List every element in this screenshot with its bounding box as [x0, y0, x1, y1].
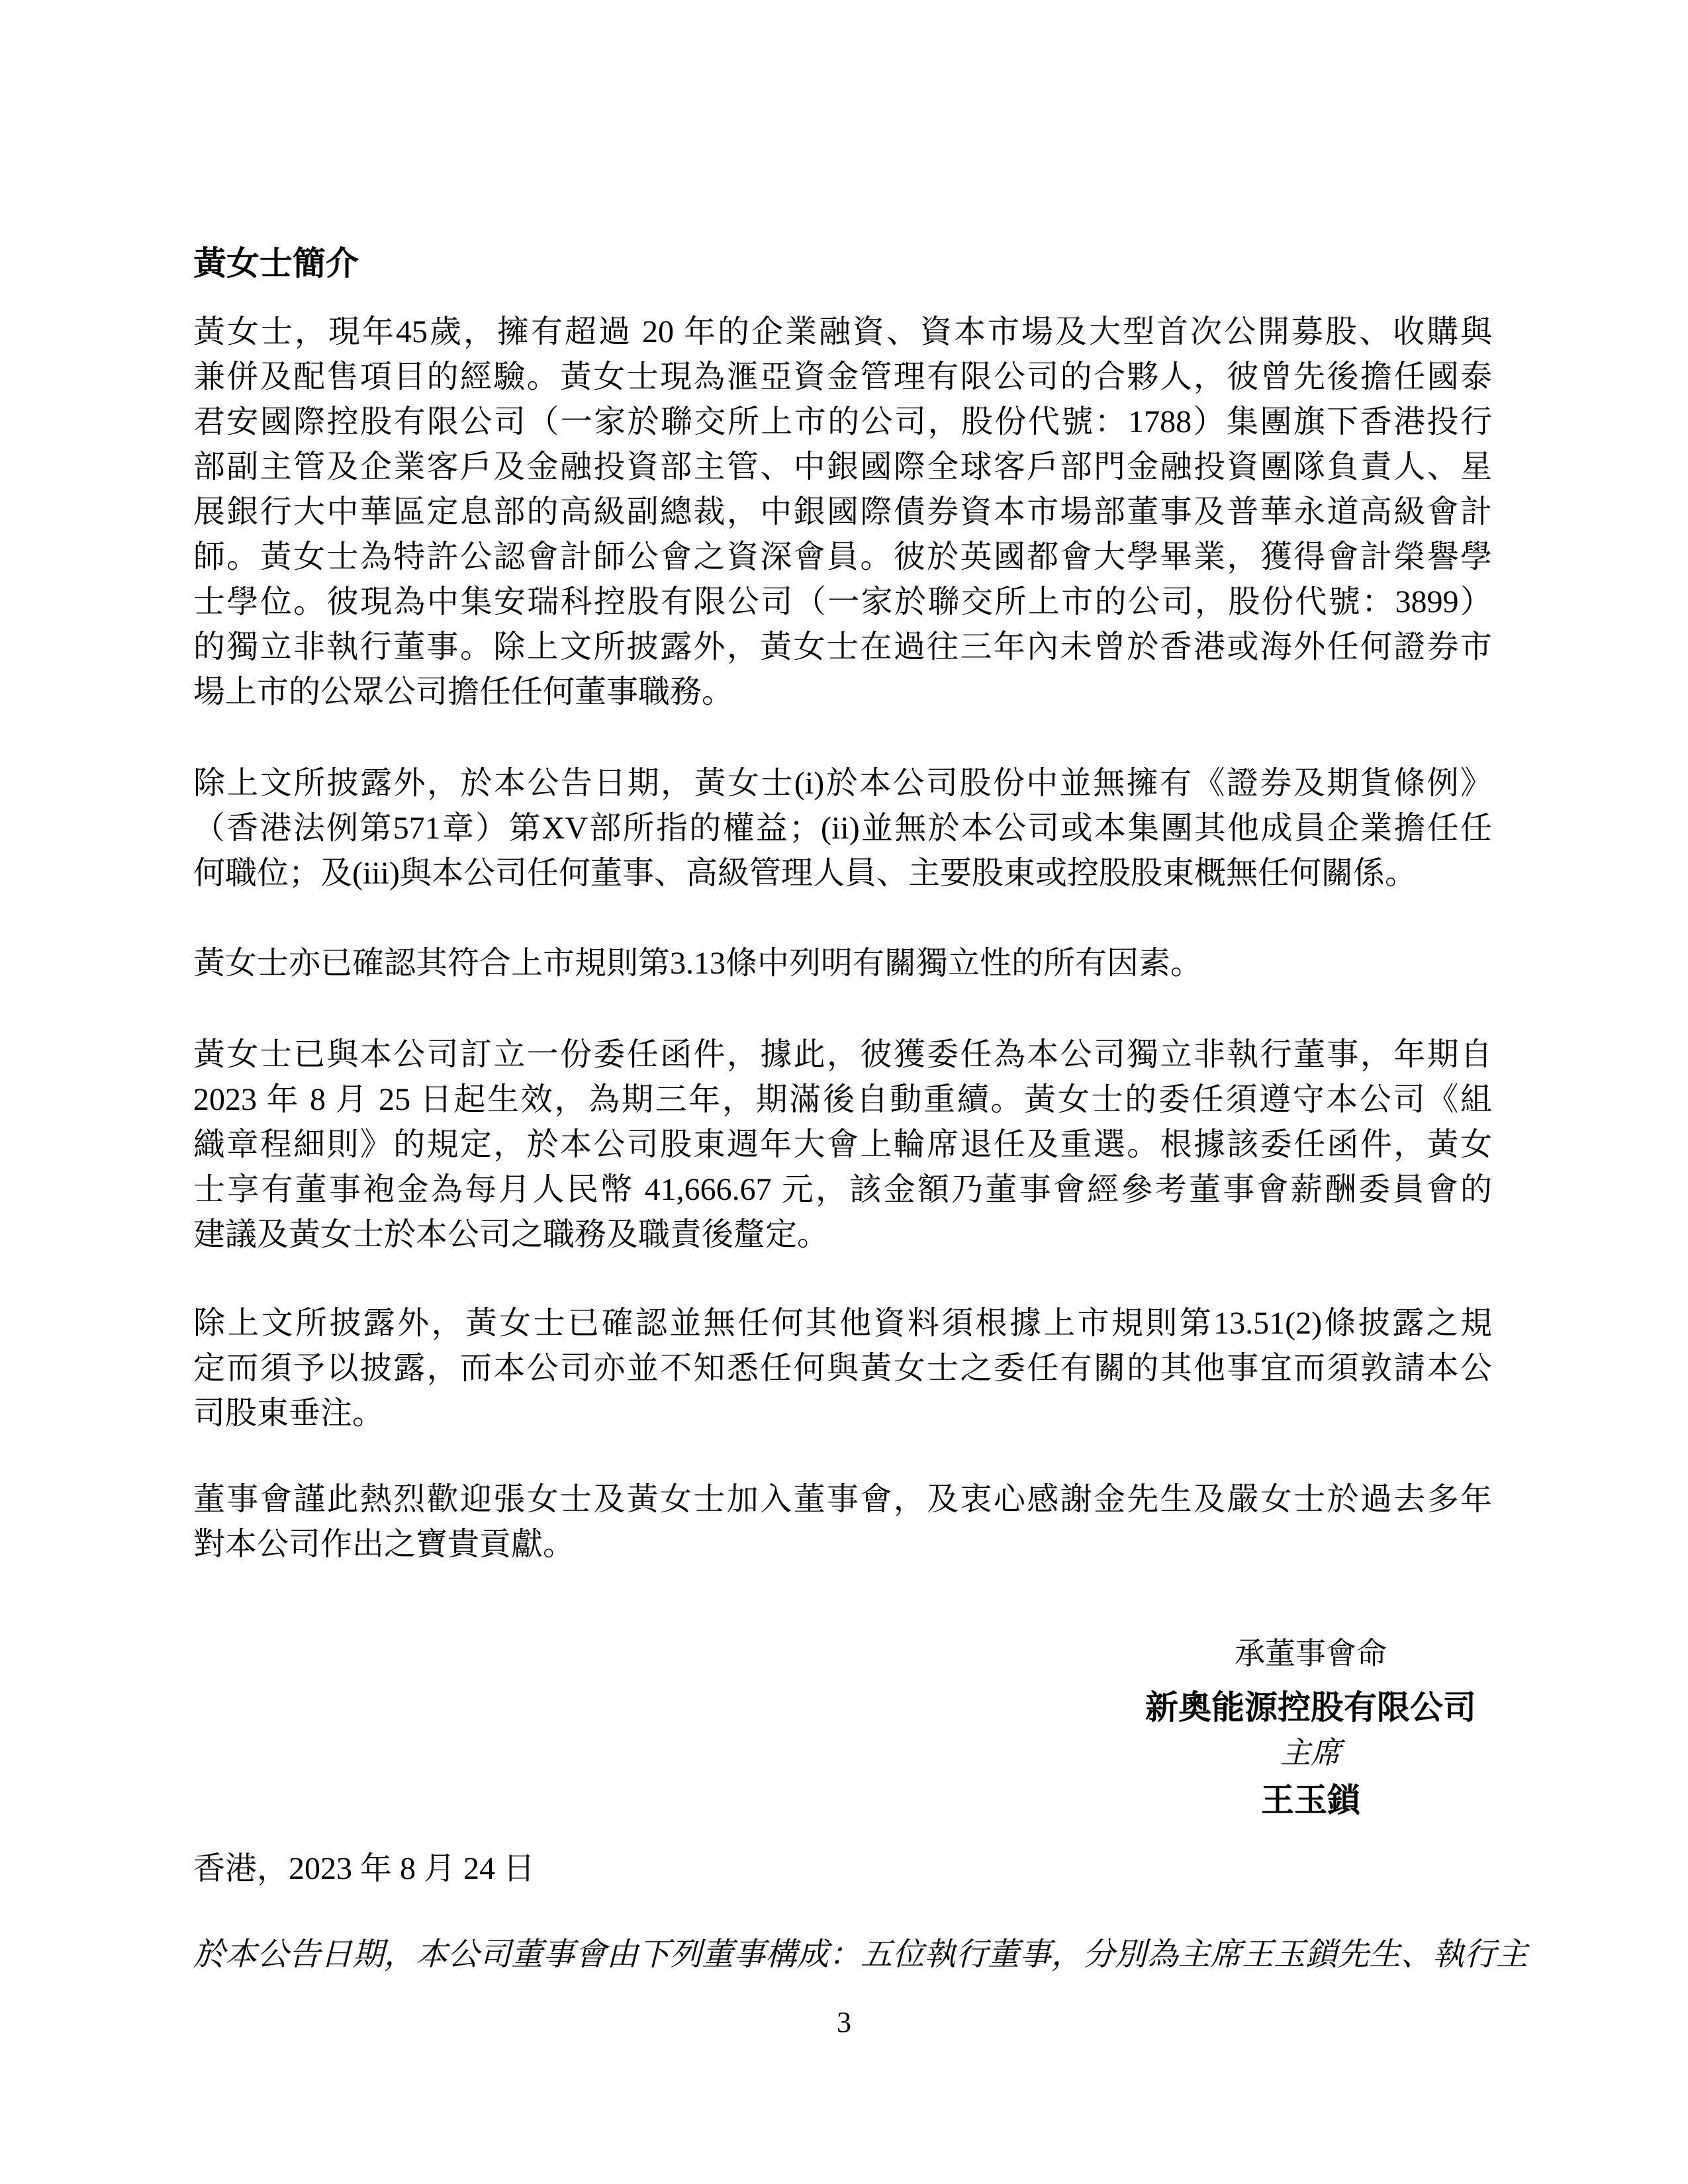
text-line: 黃女士，現年45歲，擁有超過 20 年的企業融資、資本市場及大型首次公開募股、收購與 [193, 314, 1492, 349]
signature-title: 主席 [1280, 1736, 1341, 1770]
page-number: 3 [837, 2006, 851, 2038]
place-date: 香港，2023 年 8 月 24 日 [193, 1851, 536, 1886]
text-line: 的獨立非執行董事。除上文所披露外，黃女士在過往三年內未曾於香港或海外任何證券市 [193, 629, 1492, 664]
text-line: 定而須予以披露，而本公司亦並不知悉任何與黃女士之委任有關的其他事宜而須敦請本公 [193, 1351, 1492, 1386]
text-line: 除上文所披露外，黃女士已確認並無任何其他資料須根據上市規則第13.51(2)條披露之規 [193, 1306, 1492, 1341]
text-line: 師。黃女士為特許公認會計師公會之資深會員。彼於英國都會大學畢業，獲得會計榮譽學 [193, 539, 1492, 574]
text-line: 兼併及配售項目的經驗。黃女士現為滙亞資金管理有限公司的合夥人，彼曾先後擔任國泰 [193, 359, 1492, 394]
text-line: 董事會謹此熱烈歡迎張女士及黃女士加入董事會，及衷心感謝金先生及嚴女士於過去多年 [193, 1482, 1492, 1517]
signature-name: 王玉鎖 [1261, 1782, 1360, 1819]
text-line: 司股東垂注。 [193, 1396, 385, 1431]
text-line: 織章程細則》的規定，於本公司股東週年大會上輪席退任及重選。根據該委任函件，黃女 [193, 1127, 1492, 1162]
text-line: 對本公司作出之寶貴貢獻。 [193, 1527, 575, 1562]
footer-note: 於本公告日期，本公司董事會由下列董事構成：五位執行董事，分別為主席王玉鎖先生、執行主 [193, 1937, 1528, 1972]
signature-by-order: 承董事會命 [1235, 1637, 1387, 1670]
text-line: 場上市的公眾公司擔任任何董事職務。 [193, 674, 734, 709]
text-line: 建議及黃女士於本公司之職務及職責後釐定。 [193, 1217, 829, 1252]
text-line: 士學位。彼現為中集安瑞科控股有限公司（一家於聯交所上市的公司，股份代號：3899） [193, 584, 1492, 619]
text-line: 黃女士已與本公司訂立一份委任函件，據此，彼獲委任為本公司獨立非執行董事，年期自 [193, 1037, 1492, 1072]
text-line: 除上文所披露外，於本公告日期，黃女士(i)於本公司股份中並無擁有《證券及期貨條例》 [193, 766, 1492, 801]
text-line: 2023 年 8 月 25 日起生效，為期三年，期滿後自動重續。黃女士的委任須遵守本公司《組 [193, 1082, 1492, 1117]
text-line: 君安國際控股有限公司（一家於聯交所上市的公司，股份代號：1788）集團旗下香港投行 [193, 404, 1492, 439]
signature-company: 新奧能源控股有限公司 [1145, 1689, 1476, 1726]
text-line: 黃女士亦已確認其符合上市規則第3.13條中列明有關獨立性的所有因素。 [193, 946, 1203, 981]
text-line: 部副主管及企業客戶及金融投資部主管、中銀國際全球客戶部門金融投資團隊負責人、星 [193, 449, 1492, 484]
text-line: 何職位；及(iii)與本公司任何董事、高級管理人員、主要股東或控股股東概無任何關係。 [193, 856, 1417, 891]
section-heading: 黃女士簡介 [193, 245, 359, 282]
text-line: 展銀行大中華區定息部的高級副總裁，中銀國際債券資本市場部董事及普華永道高級會計 [193, 494, 1492, 529]
text-line: 士享有董事袍金為每月人民幣 41,666.67 元，該金額乃董事會經參考董事會薪酬委員會的 [193, 1172, 1492, 1207]
text-line: （香港法例第571章）第XV部所指的權益；(ii)並無於本公司或本集團其他成員企業擔任任 [193, 811, 1492, 846]
